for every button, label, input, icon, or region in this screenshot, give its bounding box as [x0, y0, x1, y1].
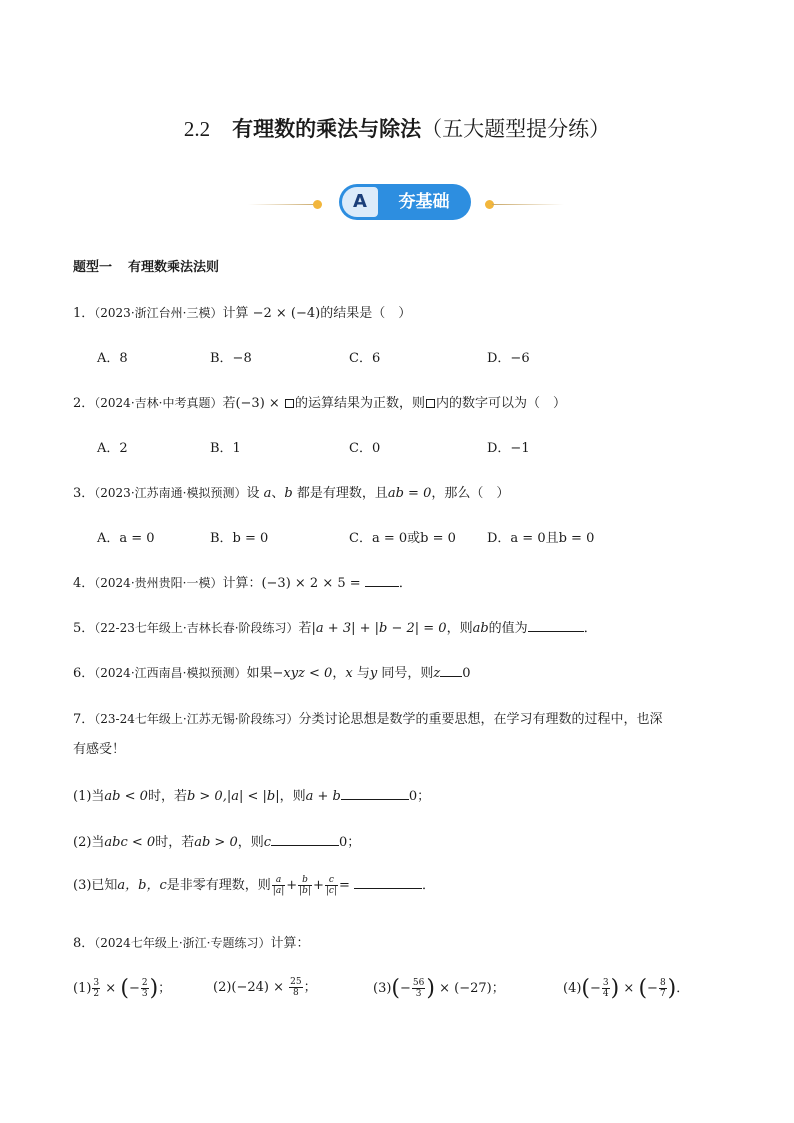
question-number: 5． [73, 621, 95, 636]
fraction [141, 978, 149, 999]
math-expression: a + b [305, 789, 341, 804]
answer-blank[interactable] [341, 787, 409, 800]
banner-label: 夯基础 [398, 192, 450, 212]
question-text: 若 [222, 396, 236, 411]
question-source: （23-24七年级上·江苏无锡·阶段练习） [94, 712, 299, 726]
answer-blank[interactable] [365, 574, 399, 587]
question-number: 2． [73, 396, 95, 411]
question-text: 内的数字可以为（ ） [435, 396, 566, 411]
variable-a: a [263, 486, 272, 501]
question-7 [73, 708, 663, 727]
option-a: A．8 [97, 351, 128, 366]
denominator: |c| [325, 886, 337, 896]
question-7-continued: 有感受！ [73, 742, 126, 757]
question-6 [73, 662, 470, 681]
part-label: (3) [373, 981, 392, 996]
fraction [602, 978, 610, 999]
question-text: ， [332, 666, 346, 681]
question-text: 是非零有理数，则 [166, 878, 271, 893]
fraction [272, 875, 285, 896]
math-expression: × (−27) [439, 981, 492, 996]
fraction [412, 978, 425, 999]
right-paren-icon: ) [426, 976, 435, 1001]
fraction [325, 875, 338, 896]
question-text: ； [158, 981, 172, 996]
question-number: 4． [73, 576, 95, 591]
question-number: 1． [73, 306, 95, 321]
question-text: ，则 [446, 621, 473, 636]
question-text: 计算： [222, 576, 262, 591]
math-expression: abc < 0 [104, 835, 156, 850]
question-source: （2024·吉林·中考真题） [94, 396, 223, 410]
banner-letter: A [342, 187, 378, 217]
right-paren-icon: ) [667, 976, 677, 1001]
option-d: D．−1 [487, 441, 530, 456]
operator: × [105, 981, 117, 996]
answer-blank[interactable] [271, 833, 339, 846]
question-text: 若 [298, 621, 312, 636]
question-1 [73, 302, 411, 321]
math-expression: (−3) × 2 × 5 = [261, 576, 361, 591]
question-text: ． [398, 576, 412, 591]
operator: = [338, 878, 350, 893]
variable-ab: ab [472, 621, 489, 636]
section-banner [240, 184, 560, 222]
question-text: ，则 [237, 835, 264, 850]
denominator: |b| [299, 886, 311, 896]
option-b: B．b = 0 [210, 531, 269, 546]
variable-x: x [345, 666, 353, 681]
numerator: b [298, 875, 312, 886]
question-text: 0 [462, 666, 471, 681]
denominator: 3 [141, 989, 148, 999]
numerator: 25 [290, 977, 302, 987]
question-text: ，那么（ ） [431, 486, 510, 501]
question-4 [73, 572, 412, 591]
denominator: |a| [272, 886, 285, 896]
question-number: 6． [73, 666, 95, 681]
question-text: 计算： [270, 936, 310, 951]
math-expression: −2 × (−4) [252, 306, 321, 321]
variable-b: b [284, 486, 293, 501]
option-d: D．a = 0且b = 0 [487, 531, 595, 546]
question-text: 同号，则 [377, 666, 434, 681]
question-text: 计算 [222, 306, 249, 321]
section-label: 题型一 [73, 260, 113, 275]
math-expression: ab > 0 [194, 835, 238, 850]
option-d: D．−6 [487, 351, 530, 366]
numerator: 3 [93, 978, 100, 988]
banner-pill [339, 184, 471, 220]
math-expression: ab < 0 [104, 789, 148, 804]
question-text: (2)当 [73, 835, 105, 850]
left-paren-icon: ( [581, 976, 591, 1001]
question-text: ； [491, 981, 505, 996]
page-title [0, 113, 794, 143]
question-number: 3． [73, 486, 95, 501]
numerator: 56 [412, 978, 425, 988]
question-7-part-2 [73, 831, 360, 850]
section-name: 有理数乘法法则 [128, 260, 220, 275]
fraction [92, 978, 100, 999]
denominator: 8 [293, 988, 299, 998]
question-8 [73, 932, 309, 951]
numerator: 3 [602, 978, 609, 988]
question-text: ． [676, 981, 690, 996]
variable-z: z [433, 666, 441, 681]
fraction [298, 875, 312, 896]
denominator: 4 [602, 989, 609, 999]
title-main: 有理数的乘法与除法 [232, 117, 422, 141]
question-text: 0； [408, 789, 431, 804]
question-text: ． [583, 621, 597, 636]
part-label: (4) [563, 981, 582, 996]
question-number: 8． [73, 936, 95, 951]
numerator: c [325, 875, 338, 886]
question-source: （2024·江西南昌·模拟预测） [94, 666, 247, 680]
option-b: B．−8 [210, 351, 252, 366]
question-text: 时，若 [147, 789, 187, 804]
question-7-part-1 [73, 785, 430, 804]
math-expression: (−3) × [235, 396, 280, 411]
denominator: 3 [415, 989, 422, 999]
question-text: (1)当 [73, 789, 105, 804]
question-3 [73, 482, 509, 501]
question-7-part-3 [73, 874, 435, 896]
question-text: 的结果是（ ） [320, 306, 412, 321]
math-expression: −xyz < 0 [272, 666, 333, 681]
question-source: （2024七年级上·浙江·专题练习） [94, 936, 271, 950]
blank-square-icon [285, 399, 294, 408]
fraction [659, 978, 667, 999]
blank-square-icon [426, 399, 435, 408]
question-text: 0； [339, 835, 361, 850]
banner-line-right [492, 204, 564, 205]
question-text: 分类讨论思想是数学的重要思想，在学习有理数的过程中，也深 [298, 712, 663, 727]
option-c: C．6 [349, 351, 381, 366]
question-text: ，则 [279, 789, 306, 804]
math-expression: (−24) × [231, 980, 285, 995]
question-8-part-3: (3)(− $\frac{56}{3}$ ) × (−27)； [373, 976, 505, 1001]
question-2 [73, 392, 566, 411]
denominator: 2 [93, 989, 100, 999]
numerator: 2 [141, 978, 148, 988]
question-text: 时，若 [155, 835, 195, 850]
part-label: (1) [73, 981, 92, 996]
option-a: A．2 [97, 441, 128, 456]
numerator: a [272, 875, 285, 886]
math-expression: |a + 3| + |b − 2| = 0 [311, 621, 447, 636]
question-text: ． [422, 878, 436, 893]
right-paren-icon: ) [610, 976, 620, 1001]
question-source: （2023·浙江台州·三模） [94, 306, 223, 320]
question-text: 设 [246, 486, 264, 501]
option-c: C．a = 0或b = 0 [349, 531, 456, 546]
question-text: ； [303, 980, 317, 995]
option-a: A．a = 0 [97, 531, 155, 546]
question-text: 的值为 [488, 621, 528, 636]
right-paren-icon: ) [149, 976, 159, 1001]
answer-blank[interactable] [354, 876, 422, 889]
question-text: 、 [271, 486, 285, 501]
question-text: 如果 [246, 666, 273, 681]
math-expression: a，b，c [117, 878, 167, 893]
option-c: C．0 [349, 441, 381, 456]
banner-dot-left [313, 200, 322, 209]
section-heading [73, 256, 219, 275]
question-text: 都是有理数，且 [292, 486, 388, 501]
question-source: （2023·江苏南通·模拟预测） [94, 486, 247, 500]
math-expression: b > 0,|a| < |b| [186, 789, 280, 804]
question-source: （2024·贵州贵阳·一模） [94, 576, 223, 590]
question-source: （22-23七年级上·吉林长春·阶段练习） [94, 621, 299, 635]
title-sub: （五大题型提分练） [421, 117, 611, 141]
numerator: 8 [659, 978, 666, 988]
option-b: B．1 [210, 441, 241, 456]
title-number: 2.2 [183, 117, 211, 141]
operator: + [312, 878, 324, 893]
question-5 [73, 617, 597, 636]
question-text: (3)已知 [73, 878, 118, 893]
question-text: 与 [352, 666, 370, 681]
math-expression: ab = 0 [387, 486, 432, 501]
left-paren-icon: ( [391, 976, 401, 1001]
math-expression: c [263, 835, 272, 850]
question-8-part-2 [213, 976, 317, 998]
banner-line-left [248, 204, 320, 205]
fraction [289, 977, 302, 998]
left-paren-icon: ( [120, 976, 129, 1001]
part-label: (2) [213, 980, 232, 995]
question-text: 的运算结果为正数，则 [294, 396, 425, 411]
left-paren-icon: ( [638, 976, 648, 1001]
answer-blank[interactable] [440, 664, 462, 677]
question-8-part-4: (4)(− $\frac{3}{4}$ ) × (− $\frac{8}{7}$ )． [563, 976, 690, 1001]
denominator: 7 [659, 989, 666, 999]
question-8-part-1: (1) $\frac{3}{2}$ × (− $\frac{2}{3}$ )； [73, 976, 172, 1001]
question-number: 7． [73, 712, 95, 727]
operator: + [286, 878, 298, 893]
variable-y: y [369, 666, 378, 681]
operator: × [623, 981, 635, 996]
answer-blank[interactable] [528, 619, 584, 632]
